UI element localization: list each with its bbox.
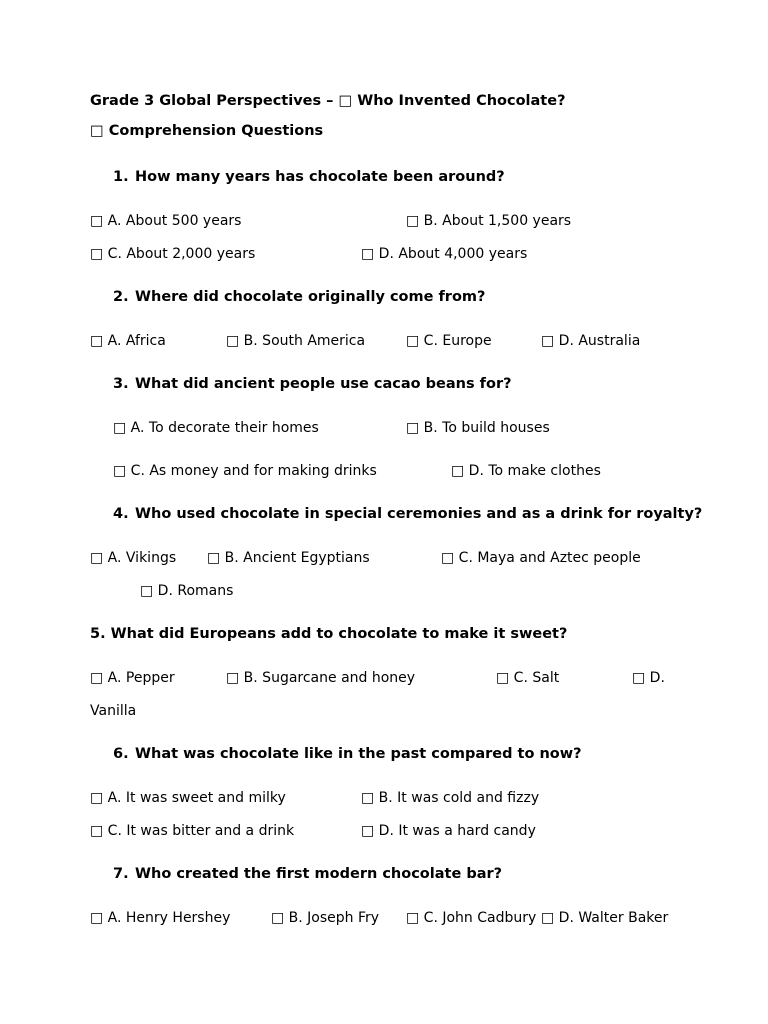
q4-option-a[interactable]: □ A. Vikings [90, 550, 177, 566]
q1-option-a[interactable]: □ A. About 500 years [90, 213, 242, 229]
page-title: Grade 3 Global Perspectives – □ Who Invented Chocolate? [90, 93, 566, 109]
question-number: 4. [113, 506, 129, 522]
question-number: 6. [113, 746, 129, 762]
question-4 [113, 505, 702, 523]
question-text: What did Europeans add to chocolate to make it sweet? [110, 626, 568, 642]
q7-option-c[interactable]: □ C. John Cadbury [406, 910, 537, 926]
question-2 [113, 288, 485, 306]
q2-option-d[interactable]: □ D. Australia [541, 333, 641, 349]
question-3 [113, 375, 512, 393]
question-7 [113, 865, 502, 883]
question-text: Where did chocolate originally come from? [135, 289, 486, 305]
question-6 [113, 745, 582, 763]
q4-option-c[interactable]: □ C. Maya and Aztec people [441, 550, 641, 566]
q6-option-a[interactable]: □ A. It was sweet and milky [90, 790, 286, 806]
question-text: How many years has chocolate been around? [135, 169, 505, 185]
section-subtitle: □ Comprehension Questions [90, 123, 324, 139]
question-number: 2. [113, 289, 129, 305]
q5-option-a[interactable]: □ A. Pepper [90, 670, 175, 686]
q1-option-b[interactable]: □ B. About 1,500 years [406, 213, 572, 229]
q6-option-d[interactable]: □ D. It was a hard candy [361, 823, 536, 839]
q3-option-d[interactable]: □ D. To make clothes [451, 463, 601, 479]
q3-option-c[interactable]: □ C. As money and for making drinks [113, 463, 377, 479]
q3-option-a[interactable]: □ A. To decorate their homes [113, 420, 319, 436]
q5-option-c[interactable]: □ C. Salt [496, 670, 560, 686]
q7-option-b[interactable]: □ B. Joseph Fry [271, 910, 380, 926]
question-text: Who created the first modern chocolate bar? [135, 866, 503, 882]
q1-option-c[interactable]: □ C. About 2,000 years [90, 246, 256, 262]
q3-option-b[interactable]: □ B. To build houses [406, 420, 550, 436]
q1-option-d[interactable]: □ D. About 4,000 years [361, 246, 528, 262]
q6-option-c[interactable]: □ C. It was bitter and a drink [90, 823, 295, 839]
q5-option-d-continued: Vanilla [90, 703, 137, 719]
question-5 [90, 625, 567, 643]
question-1 [113, 168, 505, 186]
q7-option-d[interactable]: □ D. Walter Baker [541, 910, 669, 926]
q2-option-a[interactable]: □ A. Africa [90, 333, 166, 349]
q2-option-b[interactable]: □ B. South America [226, 333, 366, 349]
q6-option-b[interactable]: □ B. It was cold and fizzy [361, 790, 540, 806]
q4-option-d[interactable]: □ D. Romans [140, 583, 234, 599]
q5-option-d[interactable]: □ D. [632, 670, 665, 686]
question-number: 7. [113, 866, 129, 882]
question-text: What did ancient people use cacao beans for? [135, 376, 512, 392]
q4-option-b[interactable]: □ B. Ancient Egyptians [207, 550, 370, 566]
question-number: 5. [90, 626, 106, 642]
q7-option-a[interactable]: □ A. Henry Hershey [90, 910, 231, 926]
question-number: 3. [113, 376, 129, 392]
question-text: Who used chocolate in special ceremonies and as a drink for royalty? [135, 506, 703, 522]
q5-option-b[interactable]: □ B. Sugarcane and honey [226, 670, 416, 686]
question-text: What was chocolate like in the past compared to now? [135, 746, 582, 762]
question-number: 1. [113, 169, 129, 185]
q2-option-c[interactable]: □ C. Europe [406, 333, 492, 349]
